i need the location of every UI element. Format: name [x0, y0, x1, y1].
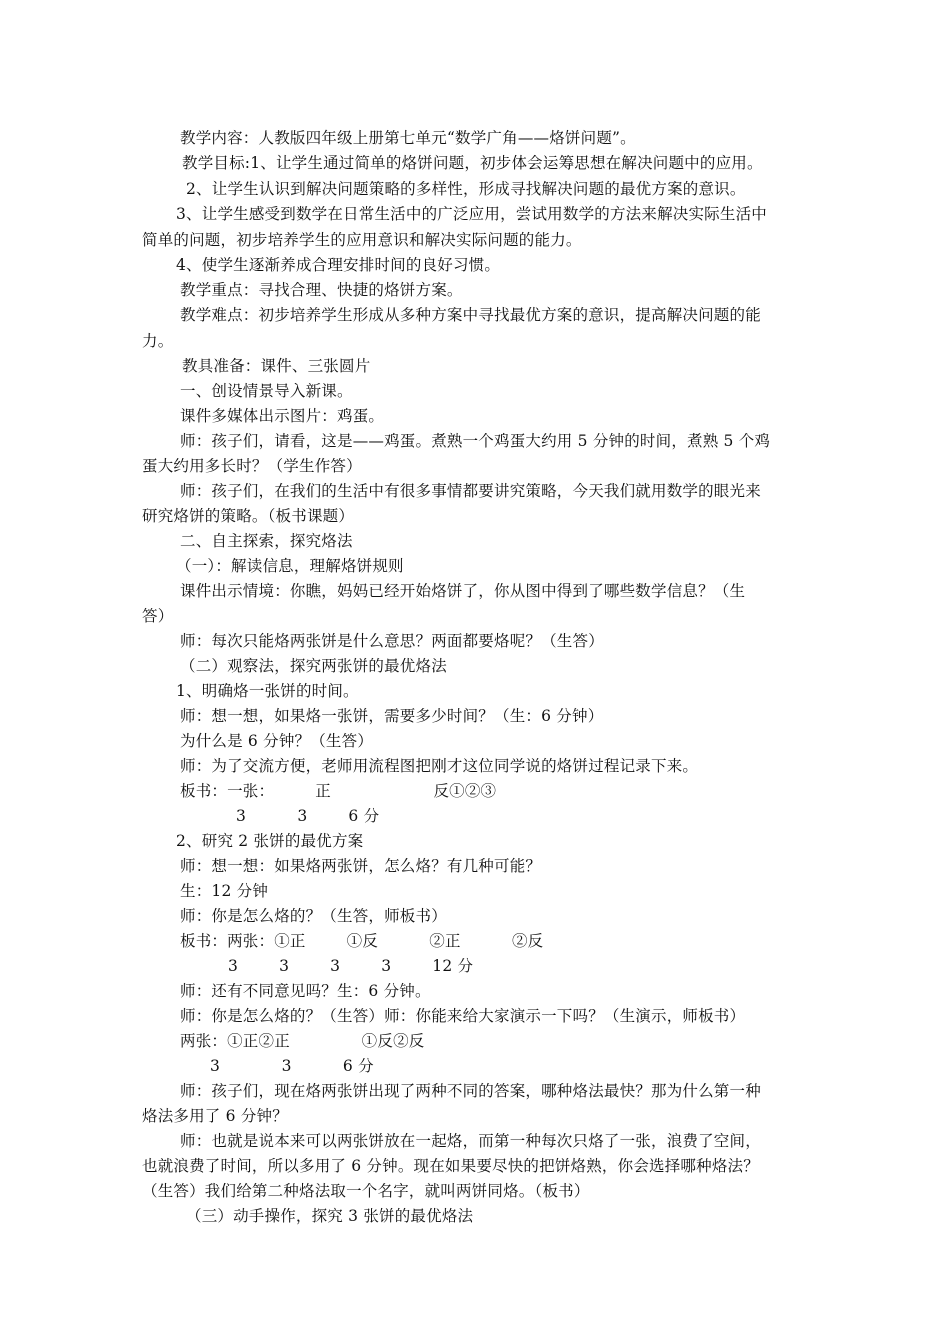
doc-line: 答） [142, 607, 174, 625]
doc-line: 2、研究 2 张饼的最优方案 [176, 832, 364, 850]
doc-line: 2、让学生认识到解决问题策略的多样性，形成寻找解决问题的最优方案的意识。 [186, 180, 746, 198]
doc-line: 为什么是 6 分钟？（生答） [180, 732, 374, 750]
doc-line: （生答）我们给第二种烙法取一个名字，就叫两饼同烙。（板书） [142, 1182, 590, 1200]
doc-line: 4、使学生逐渐养成合理安排时间的良好习惯。 [176, 256, 501, 274]
doc-line: 师：你是怎么烙的？（生答）师：你能来给大家演示一下吗？（生演示，师板书） [180, 1007, 746, 1025]
doc-line: 烙法多用了 6 分钟？ [142, 1107, 288, 1125]
doc-line: 教学目标:1、让学生通过简单的烙饼问题，初步体会运筹思想在解决问题中的应用。 [182, 154, 763, 172]
doc-line: 力。 [142, 332, 174, 350]
doc-line: 板书：两张：①正 ①反 ②正 ②反 [180, 932, 544, 950]
doc-line: 二、自主探索，探究烙法 [180, 532, 353, 550]
doc-line: 师：每次只能烙两张饼是什么意思？两面都要烙呢？（生答） [180, 632, 604, 650]
doc-line: 3、让学生感受到数学在日常生活中的广泛应用，尝试用数学的方法来解决实际生活中 [176, 205, 767, 223]
doc-line: 师：想一想，如果烙一张饼，需要多少时间？（生：6 分钟） [180, 707, 604, 725]
doc-line: 一、创设情景导入新课。 [180, 382, 353, 400]
doc-line: 课件多媒体出示图片：鸡蛋。 [180, 407, 385, 425]
doc-line: 师：你是怎么烙的？（生答，师板书） [180, 907, 447, 925]
doc-line: 师：想一想：如果烙两张饼，怎么烙？有几种可能？ [180, 857, 542, 875]
doc-line: 两张：①正②正 ①反②反 [180, 1032, 425, 1050]
doc-line: 师：也就是说本来可以两张饼放在一起烙，而第一种每次只烙了一张，浪费了空间， [180, 1132, 761, 1150]
doc-line: 教学重点：寻找合理、快捷的烙饼方案。 [180, 281, 463, 299]
doc-line: 3 3 6 分 [210, 1057, 374, 1075]
doc-line: 蛋大约用多长时？（学生作答） [142, 457, 362, 475]
doc-line: 也就浪费了时间，所以多用了 6 分钟。现在如果要尽快的把饼烙熟，你会选择哪种烙法？ [142, 1157, 759, 1175]
doc-line: （一）：解读信息，理解烙饼规则 [176, 557, 404, 575]
doc-line: （二）观察法，探究两张饼的最优烙法 [180, 657, 447, 675]
doc-line: 3 3 6 分 [236, 807, 380, 825]
doc-line: 生：12 分钟 [180, 882, 269, 900]
doc-line: 师：孩子们，现在烙两张饼出现了两种不同的答案，哪种烙法最快？那为什么第一种 [180, 1082, 761, 1100]
doc-line: 教学难点：初步培养学生形成从多种方案中寻找最优方案的意识，提高解决问题的能 [180, 306, 761, 324]
doc-line: 板书：一张： 正 反①②③ [180, 782, 497, 800]
doc-line: 教学内容：人教版四年级上册第七单元“数学广角——烙饼问题”。 [180, 129, 636, 147]
doc-line: （三）动手操作，探究 3 张饼的最优烙法 [186, 1207, 474, 1225]
doc-line: 师：为了交流方便，老师用流程图把刚才这位同学说的烙饼过程记录下来。 [180, 757, 699, 775]
doc-line: 师：孩子们，在我们的生活中有很多事情都要讲究策略，今天我们就用数学的眼光来 [180, 482, 761, 500]
doc-line: 研究烙饼的策略。（板书课题） [142, 507, 355, 525]
doc-line: 教具准备：课件、三张圆片 [182, 357, 371, 375]
doc-line: 师：孩子们，请看，这是——鸡蛋。煮熟一个鸡蛋大约用 5 分钟的时间，煮熟 5 个鸡 [180, 432, 771, 450]
doc-line: 1、明确烙一张饼的时间。 [176, 682, 359, 700]
doc-line: 课件出示情境：你瞧，妈妈已经开始烙饼了，你从图中得到了哪些数学信息？（生 [180, 582, 746, 600]
doc-line: 3 3 3 3 12 分 [228, 957, 474, 975]
doc-line: 简单的问题，初步培养学生的应用意识和解决实际问题的能力。 [142, 231, 582, 249]
doc-line: 师：还有不同意见吗？生：6 分钟。 [180, 982, 431, 1000]
